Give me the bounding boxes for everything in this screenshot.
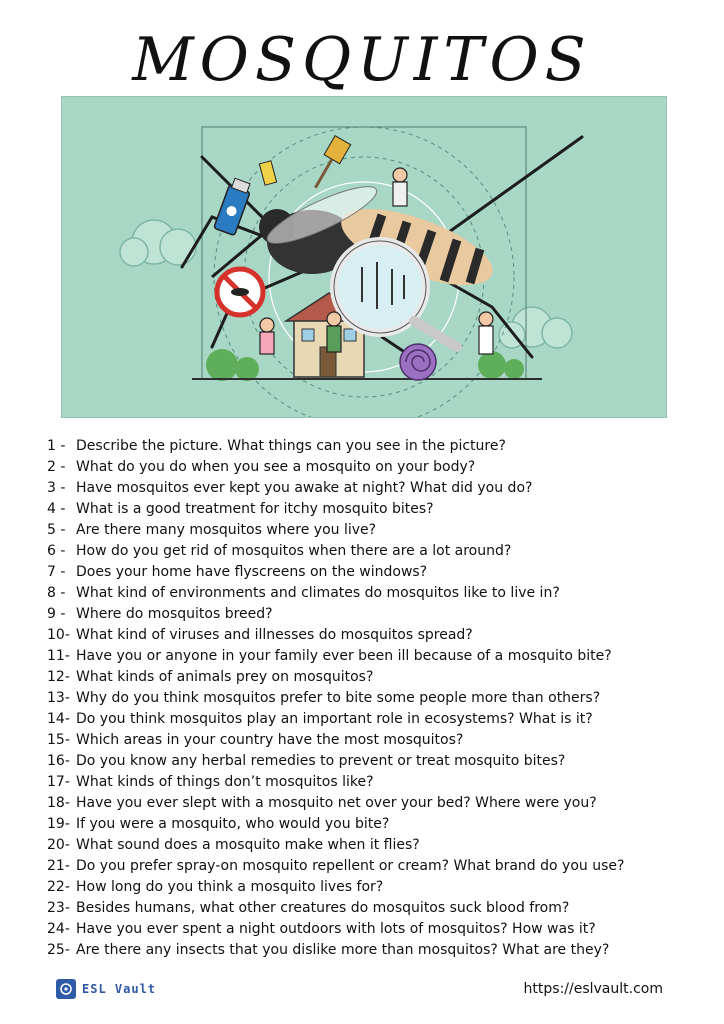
question-item	[47, 625, 687, 646]
question-item	[47, 457, 687, 478]
question-number: 20-	[47, 837, 70, 853]
question-item	[47, 604, 687, 625]
footer-url[interactable]: https://eslvault.com	[523, 981, 663, 997]
question-text: What kinds of things don’t mosquitos like?	[76, 774, 374, 790]
question-item	[47, 877, 687, 898]
question-number: 14-	[47, 711, 70, 727]
question-text: Are there many mosquitos where you live?	[76, 522, 377, 538]
question-item	[47, 856, 687, 877]
esl-vault-logo-icon	[56, 979, 76, 999]
question-text: How long do you think a mosquito lives for?	[76, 879, 384, 895]
question-text: Do you think mosquitos play an important role in ecosystems? What is it?	[76, 711, 593, 727]
question-item	[47, 436, 687, 457]
question-number: 3 -	[47, 480, 66, 496]
question-text: Have mosquitos ever kept you awake at night? What did you do?	[76, 480, 533, 496]
question-item	[47, 667, 687, 688]
question-number: 21-	[47, 858, 70, 874]
question-number: 7 -	[47, 564, 66, 580]
question-number: 17-	[47, 774, 70, 790]
question-number: 6 -	[47, 543, 66, 559]
question-number: 15-	[47, 732, 70, 748]
question-item	[47, 709, 687, 730]
question-number: 2 -	[47, 459, 66, 475]
question-item	[47, 751, 687, 772]
question-item	[47, 814, 687, 835]
question-list	[47, 436, 687, 961]
question-text: Do you know any herbal remedies to prevent or treat mosquito bites?	[76, 753, 566, 769]
question-text: Why do you think mosquitos prefer to bite some people more than others?	[76, 690, 601, 706]
question-number: 19-	[47, 816, 70, 832]
question-number: 25-	[47, 942, 70, 958]
question-text: Do you prefer spray-on mosquito repellent or cream? What brand do you use?	[76, 858, 625, 874]
page-title: MOSQUITOS	[132, 25, 592, 95]
question-text: What kinds of animals prey on mosquitos?	[76, 669, 374, 685]
question-item	[47, 520, 687, 541]
question-item	[47, 793, 687, 814]
question-number: 9 -	[47, 606, 66, 622]
question-text: Have you or anyone in your family ever been ill because of a mosquito bite?	[76, 648, 612, 664]
question-number: 10-	[47, 627, 70, 643]
question-item	[47, 919, 687, 940]
question-number: 16-	[47, 753, 70, 769]
question-text: How do you get rid of mosquitos when there are a lot around?	[76, 543, 512, 559]
coil-icon	[400, 344, 436, 380]
question-item	[47, 898, 687, 919]
question-number: 8 -	[47, 585, 66, 601]
mosquito-illustration	[61, 96, 667, 418]
question-text: Where do mosquitos breed?	[76, 606, 273, 622]
question-text: Have you ever slept with a mosquito net over your bed? Where were you?	[76, 795, 597, 811]
question-item	[47, 562, 687, 583]
question-number: 11-	[47, 648, 70, 664]
question-text: Besides humans, what other creatures do mosquitos suck blood from?	[76, 900, 570, 916]
question-text: Are there any insects that you dislike more than mosquitos? What are they?	[76, 942, 610, 958]
question-number: 22-	[47, 879, 70, 895]
question-item	[47, 688, 687, 709]
question-item	[47, 541, 687, 562]
question-text: What do you do when you see a mosquito on your body?	[76, 459, 476, 475]
question-text: If you were a mosquito, who would you bite?	[76, 816, 390, 832]
question-number: 23-	[47, 900, 70, 916]
question-number: 5 -	[47, 522, 66, 538]
question-item	[47, 499, 687, 520]
question-item	[47, 478, 687, 499]
question-text: Describe the picture. What things can you see in the picture?	[76, 438, 506, 454]
question-text: What kind of viruses and illnesses do mosquitos spread?	[76, 627, 473, 643]
question-text: Which areas in your country have the most mosquitos?	[76, 732, 464, 748]
question-number: 1 -	[47, 438, 66, 454]
question-item	[47, 940, 687, 961]
question-number: 18-	[47, 795, 70, 811]
logo-text: ESL Vault	[82, 982, 157, 996]
question-text: What sound does a mosquito make when it flies?	[76, 837, 420, 853]
question-text: Does your home have flyscreens on the windows?	[76, 564, 428, 580]
question-item	[47, 772, 687, 793]
question-item	[47, 730, 687, 751]
question-item	[47, 646, 687, 667]
question-text: What kind of environments and climates do mosquitos like to live in?	[76, 585, 560, 601]
question-number: 24-	[47, 921, 70, 937]
no-mosquito-sign-icon	[217, 269, 263, 315]
question-text: What is a good treatment for itchy mosquito bites?	[76, 501, 434, 517]
question-number: 12-	[47, 669, 70, 685]
question-number: 4 -	[47, 501, 66, 517]
spray-can-icon	[214, 177, 253, 235]
question-item	[47, 835, 687, 856]
question-text: Have you ever spent a night outdoors with lots of mosquitos? How was it?	[76, 921, 596, 937]
question-item	[47, 583, 687, 604]
esl-vault-logo	[56, 979, 156, 999]
question-number: 13-	[47, 690, 70, 706]
